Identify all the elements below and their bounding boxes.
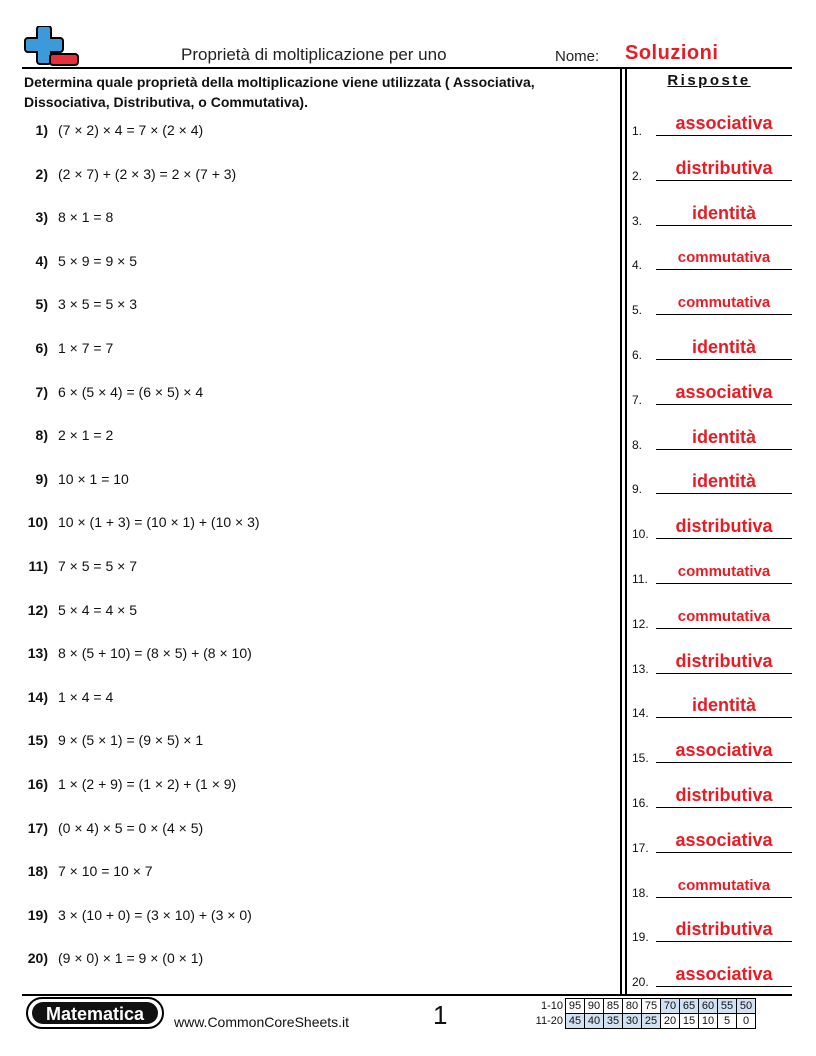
problem-equation: 9 × (5 × 1) = (9 × 5) × 1: [58, 732, 204, 749]
score-cell: 25: [642, 1014, 661, 1029]
problem-number: 13): [27, 645, 48, 662]
score-cell: 5: [718, 1014, 737, 1029]
answer-line: [656, 762, 792, 763]
problem-equation: 8 × 1 = 8: [58, 209, 114, 226]
score-cell: 55: [718, 999, 737, 1014]
answer-item: [626, 644, 792, 678]
worksheet-title: Proprietà di moltiplicazione per uno: [181, 45, 447, 64]
answer-line: [656, 673, 792, 674]
answer-text: distributiva: [675, 516, 773, 537]
problem-equation: 8 × (5 + 10) = (8 × 5) + (8 × 10): [58, 645, 252, 662]
score-cell: 80: [623, 999, 642, 1014]
problem-equation: 1 × 7 = 7: [58, 340, 114, 356]
score-cell: 20: [661, 1014, 680, 1029]
answer-text: identità: [691, 202, 756, 223]
answer-number: 8.: [632, 437, 643, 452]
problem-equation: 2 × 1 = 2: [58, 427, 114, 444]
answer-item: [626, 420, 792, 454]
answer-text: commutativa: [677, 607, 771, 625]
problem-number: 11): [28, 558, 48, 574]
problem-number: 8): [35, 427, 48, 444]
answer-text: identità: [691, 337, 756, 357]
problem-number: 14): [27, 688, 48, 705]
answer-number: 13.: [632, 661, 649, 676]
answer-text: commutativa: [677, 249, 771, 267]
answer-text: associativa: [675, 829, 773, 850]
answer-item: [626, 688, 792, 722]
answer-number: 18.: [632, 885, 649, 900]
answer-line: [656, 314, 792, 315]
answer-text: distributiva: [675, 919, 773, 940]
answer-text: commutativa: [677, 876, 771, 894]
score-cell: 90: [585, 999, 604, 1014]
answer-line: [656, 628, 792, 629]
problem-number: 9): [35, 470, 48, 487]
answer-line: [656, 449, 792, 450]
answer-text: distributiva: [675, 650, 773, 671]
answer-line: [656, 583, 792, 584]
answer-item: [626, 912, 792, 946]
problem-number: 1): [35, 122, 48, 138]
answer-number: 12.: [632, 616, 649, 631]
problem-number: 15): [27, 732, 48, 749]
score-cell: 30: [623, 1014, 642, 1029]
answer-line: [656, 986, 792, 987]
problem-number: 17): [27, 819, 48, 836]
answer-line: [656, 941, 792, 942]
answer-text: distributiva: [675, 785, 773, 805]
answer-line: [656, 493, 792, 494]
header-divider: [22, 67, 792, 69]
score-cell: 50: [737, 999, 756, 1014]
answer-number: 5.: [632, 303, 643, 318]
answer-text: commutativa: [677, 563, 771, 580]
answer-line: [656, 225, 792, 226]
answer-number: 17.: [632, 840, 649, 855]
score-cell: 0: [737, 1014, 756, 1029]
answer-line: [656, 269, 792, 270]
problem-number: 18): [27, 863, 48, 880]
answer-number: 7.: [632, 392, 643, 407]
answer-number: 19.: [632, 930, 649, 945]
problem-number: 5): [35, 296, 48, 313]
answer-item: [626, 330, 792, 364]
answer-line: [656, 852, 792, 853]
answer-number: 10.: [632, 527, 649, 542]
problem-equation: 3 × (10 + 0) = (3 × 10) + (3 × 0): [58, 906, 252, 923]
answer-text: associativa: [675, 381, 773, 402]
problem-number: 20): [27, 950, 48, 967]
score-row: [531, 999, 756, 1014]
answer-text: associativa: [675, 113, 773, 133]
problem-equation: 7 × 10 = 10 × 7: [58, 863, 153, 880]
answer-item: [626, 554, 792, 588]
answer-number: 15.: [632, 751, 649, 766]
problem-equation: 6 × (5 × 4) = (6 × 5) × 4: [58, 383, 204, 400]
score-cell: 95: [566, 999, 585, 1014]
problem-equation: 3 × 5 = 5 × 3: [58, 296, 138, 313]
answer-item: [626, 733, 792, 767]
answer-number: 6.: [632, 348, 643, 362]
problem-number: 4): [35, 252, 48, 269]
subject-badge: [26, 997, 164, 1029]
problem-equation: 1 × (2 + 9) = (1 × 2) + (1 × 9): [58, 776, 237, 792]
answer-line: [656, 897, 792, 898]
answer-text: identità: [691, 695, 756, 716]
answer-number: 16.: [632, 796, 649, 810]
answer-line: [656, 717, 792, 718]
score-table: [531, 998, 756, 1029]
answers-header: Risposte: [667, 72, 751, 89]
problem-number: 7): [35, 383, 48, 400]
score-row-label: 1-10: [540, 1000, 563, 1012]
answer-number: 9.: [632, 482, 643, 497]
answer-line: [656, 538, 792, 539]
score-cell: 65: [680, 999, 699, 1014]
problem-equation: (2 × 7) + (2 × 3) = 2 × (7 + 3): [58, 165, 237, 182]
problem-number: 19): [27, 906, 48, 923]
answer-item: [626, 240, 792, 274]
score-cell: 60: [699, 999, 718, 1014]
problem-number: 10): [27, 514, 48, 531]
problem-number: 12): [27, 601, 48, 618]
score-row: [531, 1014, 756, 1029]
answer-text: associativa: [675, 964, 773, 985]
problem-number: 16): [27, 776, 48, 792]
instructions: Determina quale proprietà della moltiplicazione viene utilizzata ( Associativa, Dissociativa, Distributiva, o Commutativa).: [24, 74, 535, 110]
answer-number: 20.: [632, 975, 649, 990]
problem-equation: (0 × 4) × 5 = 0 × (4 × 5): [58, 819, 204, 836]
answer-number: 2.: [632, 168, 643, 183]
problem-equation: 10 × (1 + 3) = (10 × 1) + (10 × 3): [58, 514, 260, 531]
answer-item: [626, 106, 792, 140]
logo-plus-minus-icon: [24, 26, 80, 68]
subject-badge-label: Matematica: [32, 1002, 158, 1024]
problem-equation: 5 × 9 = 9 × 5: [58, 252, 138, 269]
answer-text: identità: [691, 471, 756, 492]
problem-number: 3): [35, 209, 48, 226]
answer-item: [626, 375, 792, 409]
answer-item: [626, 285, 792, 319]
problem-equation: 1 × 4 = 4: [58, 688, 114, 705]
answer-text: associativa: [675, 740, 773, 761]
problem-number: 6): [35, 340, 48, 356]
answer-line: [656, 359, 792, 360]
name-value: Soluzioni: [625, 42, 719, 64]
answer-number: 3.: [632, 213, 643, 228]
website-link[interactable]: www.CommonCoreSheets.it: [174, 1014, 350, 1030]
problem-equation: (9 × 0) × 1 = 9 × (0 × 1): [58, 950, 204, 967]
problem-number: 2): [35, 165, 48, 182]
answer-line: [656, 807, 792, 808]
problem-equation: 5 × 4 = 4 × 5: [58, 601, 138, 618]
score-cell: 35: [604, 1014, 623, 1029]
answer-item: [626, 464, 792, 498]
answer-number: 14.: [632, 706, 649, 721]
answer-number: 1.: [632, 124, 643, 138]
problem-equation: 7 × 5 = 5 × 7: [58, 558, 138, 574]
answer-number: 11.: [632, 572, 648, 586]
score-cell: 45: [566, 1014, 585, 1029]
answer-text: commutativa: [677, 294, 771, 312]
answer-item: [626, 778, 792, 812]
footer-divider: [22, 994, 792, 996]
score-cell: 15: [680, 1014, 699, 1029]
score-cell: 85: [604, 999, 623, 1014]
answer-line: [656, 180, 792, 181]
problem-equation: 10 × 1 = 10: [58, 470, 129, 487]
score-cell: 70: [661, 999, 680, 1014]
answer-line: [656, 404, 792, 405]
name-label: Nome:: [555, 48, 600, 65]
answer-line: [656, 135, 792, 136]
answer-number: 4.: [632, 258, 643, 273]
answer-item: [626, 823, 792, 857]
page-number: 1: [433, 1000, 448, 1030]
problem-equation: (7 × 2) × 4 = 7 × (2 × 4): [58, 122, 204, 138]
score-cell: 40: [585, 1014, 604, 1029]
answer-item: [626, 196, 792, 230]
answer-item: [626, 868, 792, 902]
answer-item: [626, 151, 792, 185]
answer-item: [626, 957, 792, 991]
answer-item: [626, 599, 792, 633]
answer-item: [626, 509, 792, 543]
answer-text: identità: [691, 426, 756, 447]
score-cell: 75: [642, 999, 661, 1014]
score-row-label: 11-20: [535, 1015, 563, 1027]
answer-text: distributiva: [675, 157, 773, 178]
column-divider: [620, 67, 622, 995]
score-cell: 10: [699, 1014, 718, 1029]
